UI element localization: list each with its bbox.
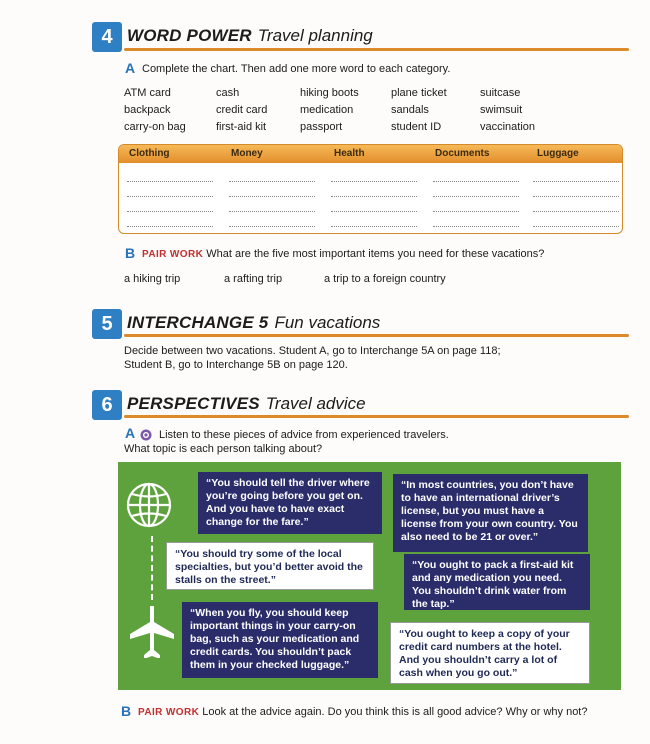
word-bank-item: backpack [124, 104, 171, 116]
section-6-rule [124, 415, 629, 418]
section-4b-instruction [142, 248, 544, 260]
word-bank-item: hiking boots [300, 87, 359, 99]
airplane-icon [128, 604, 176, 663]
word-bank-item: cash [216, 87, 240, 99]
chart-column-money[interactable] [229, 167, 315, 227]
word-bank-item: medication [300, 104, 354, 116]
word-bank-item: vaccination [480, 121, 536, 133]
section-6a-letter: A [125, 425, 136, 441]
section-4-rule [124, 48, 629, 51]
section-6b-text: Look at the advice again. Do you think this is all good advice? Why or why not? [202, 706, 588, 718]
section-4b-text: What are the five most important items you need for these vacations? [206, 248, 545, 260]
advice-panel [118, 462, 621, 690]
section-4a-instruction: Complete the chart. Then add one more word to each category. [142, 63, 451, 75]
chart-header-health: Health [334, 148, 365, 159]
section-6b-letter: B [121, 703, 132, 719]
vacation-foreign-country: a trip to a foreign country [324, 273, 446, 285]
section-4-subtitle: Travel planning [257, 26, 373, 45]
section-5-heading [127, 313, 380, 333]
chart-column-clothing[interactable] [127, 167, 213, 227]
route-line [151, 536, 155, 600]
section-6-number: 6 [92, 390, 122, 420]
word-bank-item: passport [300, 121, 343, 133]
advice-box-5: “When you fly, you should keep important things in your carry-on bag, such as your medication and credit cards. You shouldn’t pack them in your checked luggage.” [182, 602, 378, 678]
section-5-rule [124, 334, 629, 337]
word-bank-item: ATM card [124, 87, 171, 99]
section-5-number: 5 [92, 309, 122, 339]
section-6a-line-2: What topic is each person talking about? [124, 443, 323, 455]
chart-header-luggage: Luggage [537, 148, 579, 159]
word-bank-item: carry-on bag [124, 121, 186, 133]
word-bank-item: student ID [391, 121, 442, 133]
vacation-rafting: a rafting trip [224, 273, 283, 285]
word-bank-item: first-aid kit [216, 121, 267, 133]
section-6-subtitle: Travel advice [265, 394, 366, 413]
word-bank-item: suitcase [480, 87, 521, 99]
word-bank-item: plane ticket [391, 87, 447, 99]
section-5-title: INTERCHANGE 5 [127, 313, 269, 332]
advice-box-4: “You ought to pack a first-aid kit and any medication you need. You shouldn’t drink water from the tap.” [404, 554, 590, 610]
chart-header-documents: Documents [435, 148, 490, 159]
section-6-title: PERSPECTIVES [127, 394, 260, 413]
word-bank-item: sandals [391, 104, 429, 116]
section-6-heading [127, 394, 366, 414]
advice-box-6: “You ought to keep a copy of your credit card numbers at the hotel. And you shouldn’t carry a lot of cash when you go out.” [390, 622, 590, 684]
globe-icon [124, 480, 174, 535]
section-6b-instruction [138, 706, 588, 718]
chart-header-money: Money [231, 148, 263, 159]
word-bank-item: credit card [216, 104, 268, 116]
word-bank-item: swimsuit [480, 104, 523, 116]
category-chart [118, 144, 623, 234]
section-4-heading [127, 26, 373, 46]
chart-column-documents[interactable] [433, 167, 519, 227]
pair-work-label-2: PAIR WORK [138, 707, 200, 718]
vacation-hiking: a hiking trip [124, 273, 181, 285]
pair-work-label: PAIR WORK [142, 249, 204, 260]
chart-column-luggage[interactable] [533, 167, 619, 227]
section-5-subtitle: Fun vacations [274, 313, 381, 332]
section-5-line-1: Decide between two vacations. Student A, go to Interchange 5A on page 118; [124, 345, 501, 357]
advice-box-2: “In most countries, you don’t have to have an international driver’s license, but you must have a license from your own country. You also need to be 21 or over.” [393, 474, 588, 552]
chart-column-health[interactable] [331, 167, 417, 227]
advice-box-1: “You should tell the driver where you’re going before you get on. And you have to have exact change for the fare.” [198, 472, 382, 534]
section-5-line-2: Student B, go to Interchange 5B on page 120. [124, 359, 348, 371]
chart-header-clothing: Clothing [129, 148, 170, 159]
section-4-number: 4 [92, 22, 122, 52]
section-4-title: WORD POWER [127, 26, 252, 45]
section-4b-letter: B [125, 245, 136, 261]
section-6a-line-1: Listen to these pieces of advice from experienced travelers. [159, 429, 449, 441]
section-4a-letter: A [125, 60, 136, 76]
advice-box-3: “You should try some of the local specialties, but you’d better avoid the stalls on the street.” [166, 542, 374, 590]
